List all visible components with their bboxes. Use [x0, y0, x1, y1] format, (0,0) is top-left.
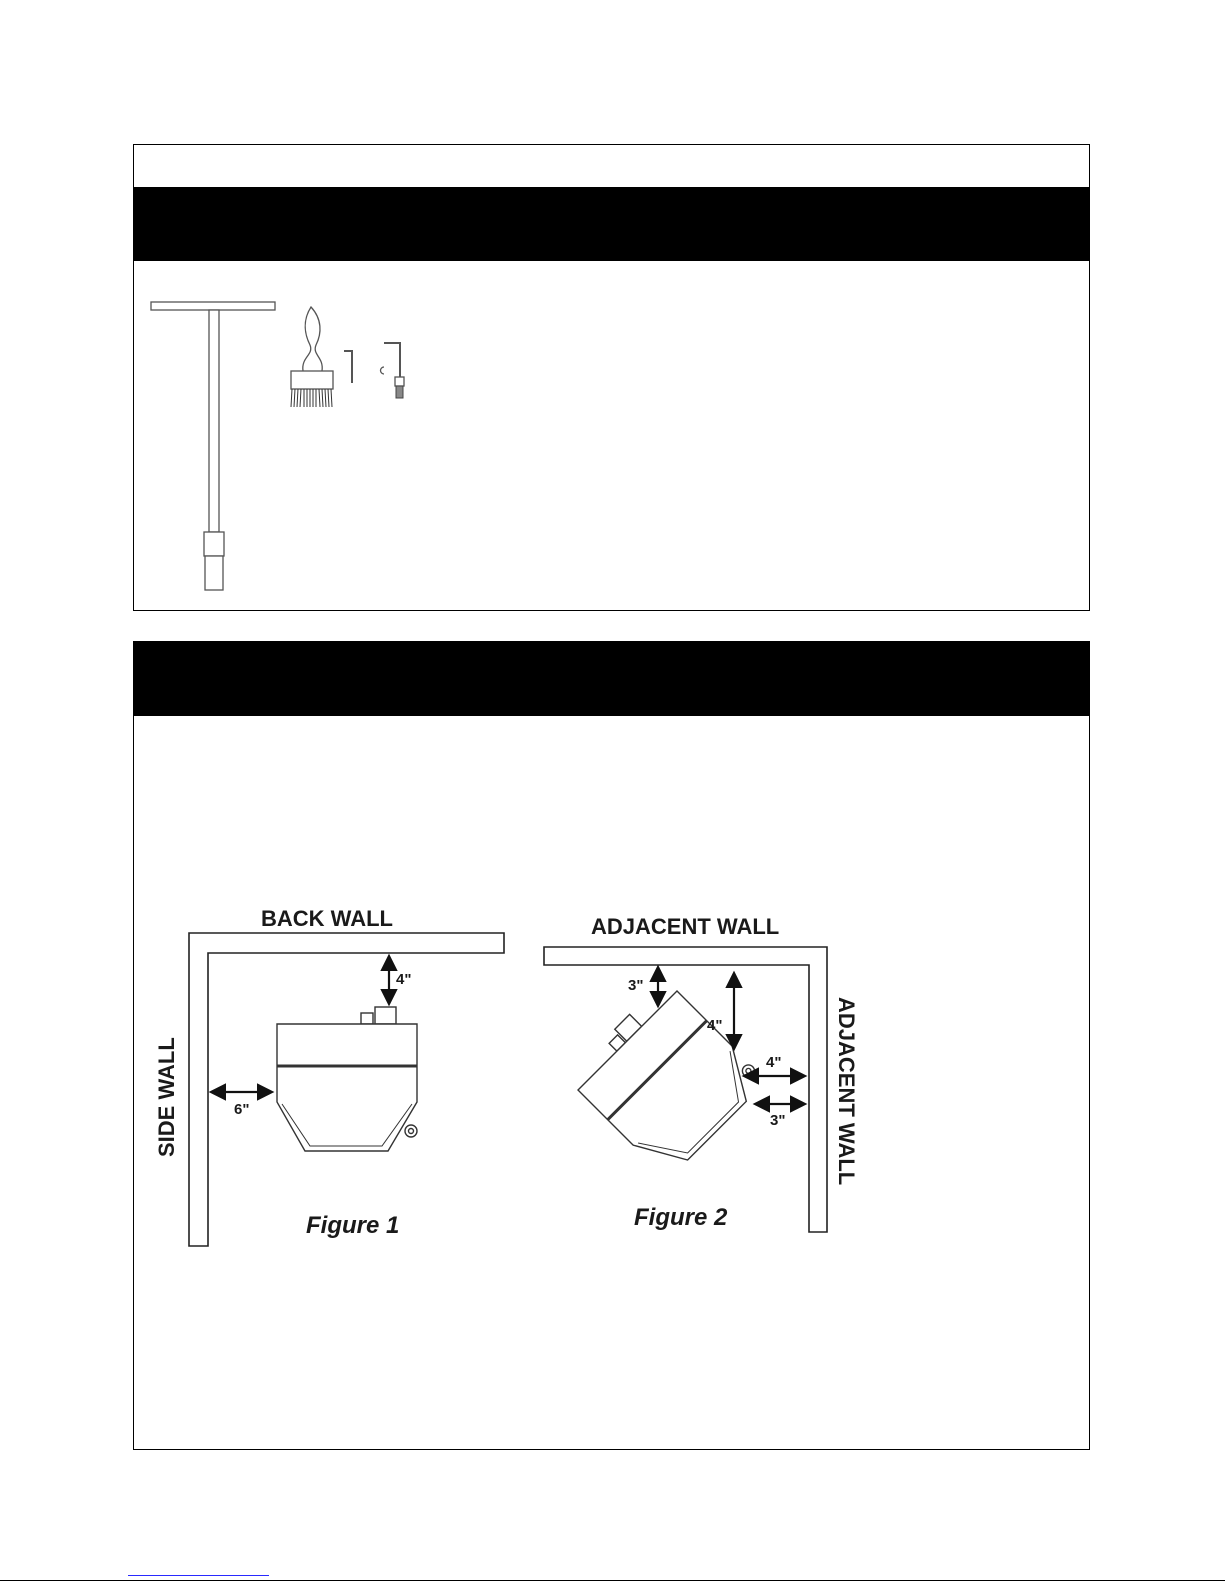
- hex-bolt-key-icon: [384, 343, 404, 398]
- figure-1: [154, 906, 504, 1246]
- clearance-panel: [133, 641, 1090, 1450]
- back-wall-label: BACK WALL: [261, 906, 393, 931]
- washer-icon: [381, 367, 385, 374]
- adjacent-wall-top-label: ADJACENT WALL: [591, 914, 780, 939]
- side-wall-label: SIDE WALL: [154, 1037, 179, 1157]
- figure-1-back-clearance-label: 4": [396, 971, 412, 988]
- figure-1-side-clearance-label: 6": [234, 1101, 250, 1118]
- figure-1-caption: Figure 1: [306, 1212, 400, 1239]
- clearance-figures: [134, 642, 1091, 1451]
- figure-2-top-clearance-label-3in: 3": [628, 977, 644, 994]
- tools-panel: [133, 144, 1090, 611]
- allen-key-icon: [344, 351, 352, 383]
- figure-2-caption: Figure 2: [634, 1204, 728, 1231]
- wire-brush-icon: [291, 307, 333, 407]
- figure-2-stove: [566, 979, 767, 1180]
- footer-link-underline: [128, 1575, 269, 1576]
- t-handle-wrench-icon: [151, 302, 275, 590]
- footer-rule: [0, 1580, 1225, 1581]
- figure-2: [544, 914, 859, 1232]
- figure-2-right-clearance-label-4in: 4": [766, 1054, 782, 1071]
- figure-2-top-clearance-label-4in: 4": [707, 1017, 723, 1034]
- figure-2-right-clearance-label-3in: 3": [770, 1112, 786, 1129]
- figure-1-stove: [277, 1007, 417, 1151]
- adjacent-wall-right-label: ADJACENT WALL: [834, 997, 859, 1186]
- tools-illustration: [134, 145, 1091, 612]
